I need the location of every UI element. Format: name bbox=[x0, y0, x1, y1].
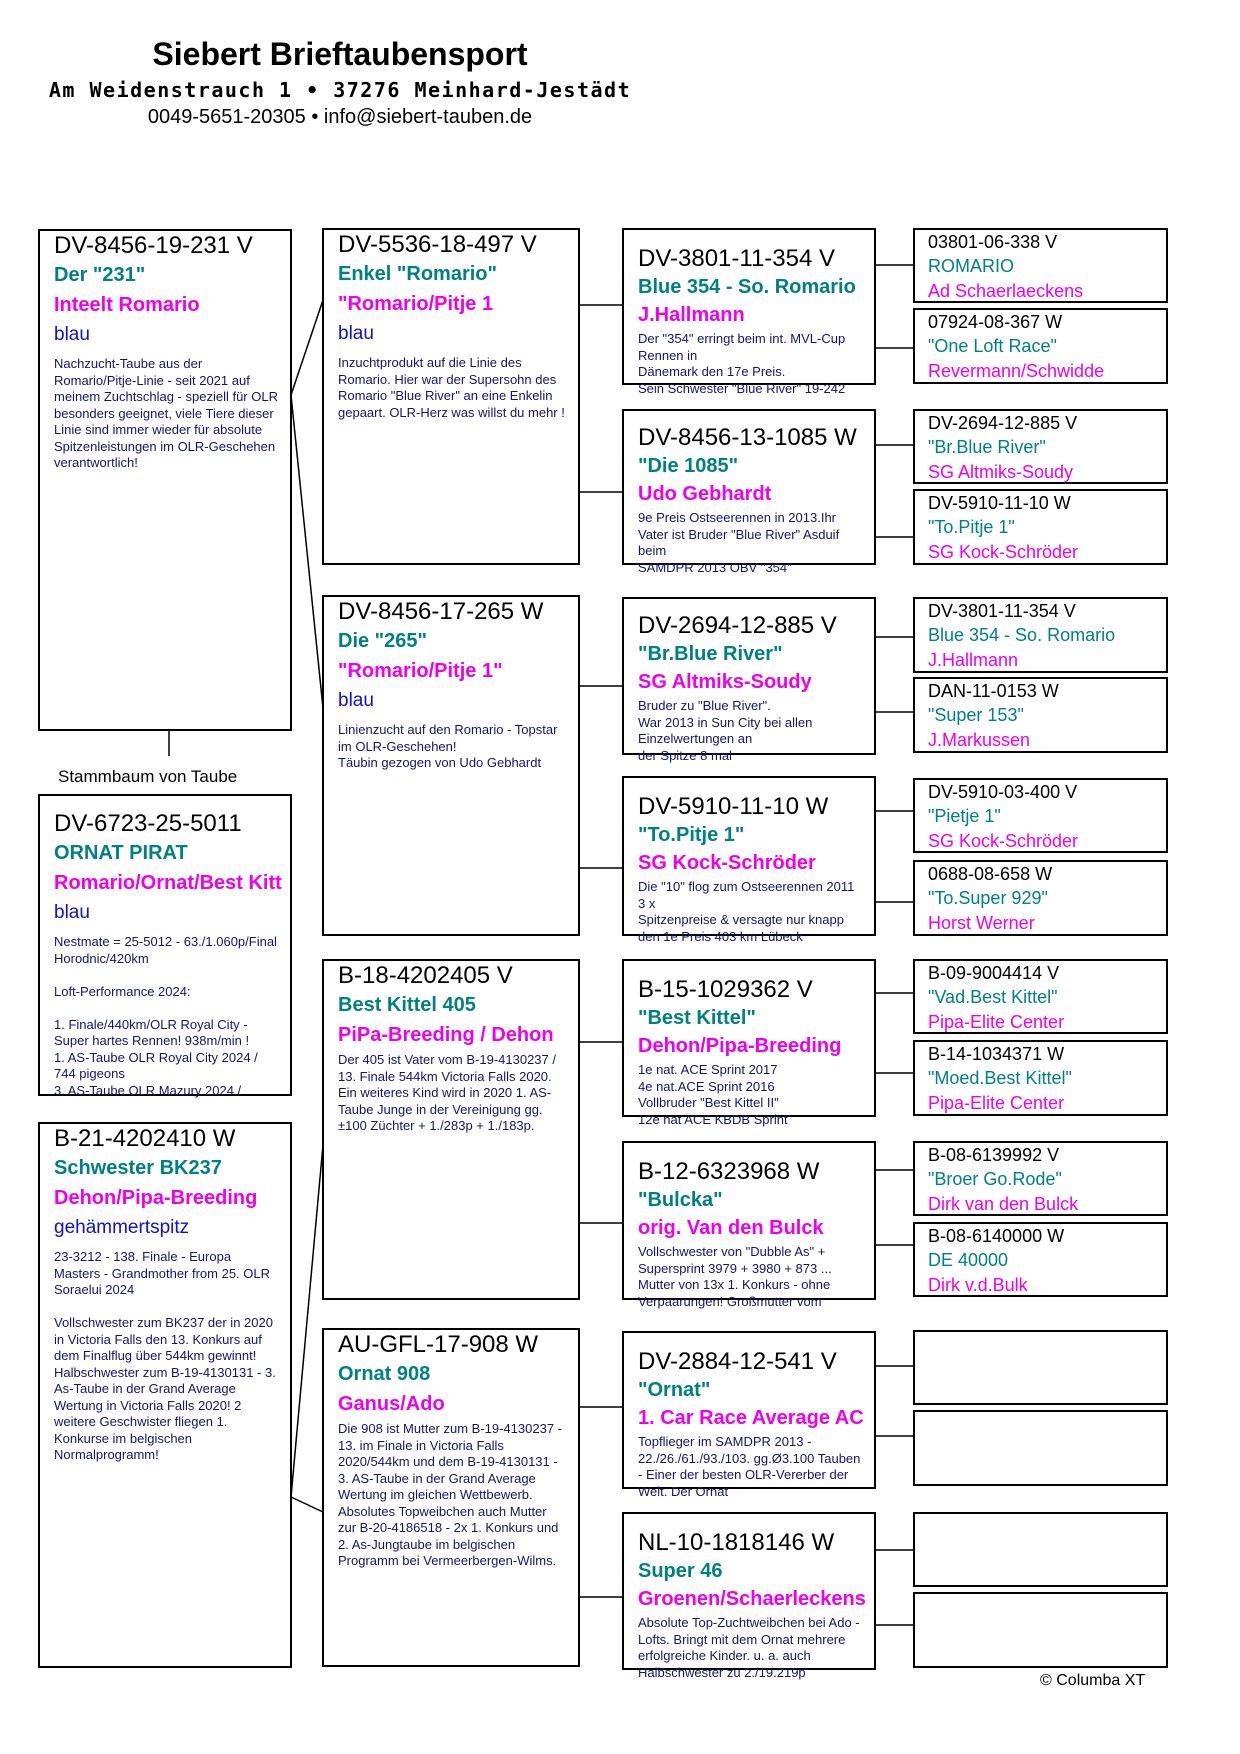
ring-number: B-09-9004414 V bbox=[928, 963, 1060, 983]
pigeon-name: "Vad.Best Kittel" bbox=[928, 987, 1058, 1007]
breeder-address: Am Weidenstrauch 1 • 37276 Meinhard-Jestädt bbox=[48, 78, 632, 102]
breeder-contact: 0049-5651-20305 • info@siebert-tauben.de bbox=[147, 106, 533, 128]
ring-number: DV-6723-25-5011 bbox=[54, 810, 242, 837]
pigeon-name: "Super 153" bbox=[928, 705, 1024, 725]
ring-number: DV-3801-11-354 V bbox=[928, 601, 1076, 621]
pedigree-title: Stammbaum von Taube bbox=[58, 767, 238, 786]
pigeon-name: Der "231" bbox=[54, 264, 146, 286]
ancestor-card-empty[interactable] bbox=[913, 1330, 1168, 1405]
sire-card[interactable] bbox=[38, 229, 292, 731]
ring-number: DV-3801-11-354 V bbox=[638, 245, 836, 272]
breeder: J.Hallmann bbox=[638, 304, 745, 326]
ring-number: AU-GFL-17-908 W bbox=[338, 1331, 539, 1358]
pigeon-name: "Pietje 1" bbox=[928, 806, 1001, 826]
breeder: Groenen/Schaerleckens bbox=[638, 1588, 866, 1610]
plumage-color: blau bbox=[54, 324, 90, 345]
breeder: SG Kock-Schröder bbox=[928, 542, 1079, 562]
pigeon-name: Blue 354 - So. Romario bbox=[928, 625, 1116, 645]
breeder: J.Hallmann bbox=[928, 650, 1019, 670]
notes: Der "354" erringt beim int. MVL-Cup Rennen in Dänemark den 17e Preis. Sein Schwester "Blue River" 19-242 bbox=[638, 331, 846, 396]
notes: 9e Preis Ostseerennen in 2013.Ihr Vater ist Bruder "Blue River" Asduif beim SAMDPR 2013 OBV "354" bbox=[638, 510, 840, 575]
notes: 1e nat. ACE Sprint 2017 4e nat.ACE Sprint 2016 Vollbruder "Best Kittel II" 12e nat ACE KBDB Sprint bbox=[638, 1062, 788, 1127]
pigeon-name: "Br.Blue River" bbox=[928, 437, 1046, 457]
ring-number: NL-10-1818146 W bbox=[638, 1529, 835, 1556]
pigeon-name: Schwester BK237 bbox=[54, 1157, 222, 1179]
great-grandparent-card[interactable] bbox=[622, 776, 876, 944]
great-grandparent-card[interactable] bbox=[622, 1331, 876, 1499]
ring-number: DV-5910-11-10 W bbox=[928, 493, 1071, 513]
grandparent-card[interactable] bbox=[322, 595, 580, 936]
great-grandparent-card[interactable] bbox=[622, 228, 876, 396]
pigeon-name: "To.Pitje 1" bbox=[638, 824, 745, 846]
ancestor-card[interactable] bbox=[913, 489, 1168, 565]
ancestor-card-empty[interactable] bbox=[913, 1512, 1168, 1587]
pigeon-name: Die "265" bbox=[338, 630, 428, 652]
ring-number: DV-2884-12-541 V bbox=[638, 1348, 837, 1375]
breeder: SG Kock-Schröder bbox=[928, 831, 1079, 851]
breeder: Ganus/Ado bbox=[338, 1393, 445, 1415]
pigeon-name: "One Loft Race" bbox=[928, 336, 1057, 356]
breeder: Dirk van den Bulck bbox=[928, 1194, 1079, 1214]
pigeon-name: "To.Pitje 1" bbox=[928, 517, 1015, 537]
breeder: SG Altmiks-Soudy bbox=[638, 671, 812, 693]
ancestor-card[interactable] bbox=[913, 959, 1168, 1034]
breeder: Pipa-Elite Center bbox=[928, 1012, 1065, 1032]
notes: Nestmate = 25-5012 - 63./1.060p/Final Horodnic/420km Loft-Performance 2024: 1. Finale/440km/OLR Royal City - Super hartes Rennen! 938m/min ! 1. AS-Taube OLR Royal City 2024 / 744 pigeons 3. AS-Taube OLR Mazury 2024 / bbox=[54, 934, 277, 1098]
ring-number: B-15-1029362 V bbox=[638, 976, 813, 1003]
ring-number: DV-5536-18-497 V bbox=[338, 231, 537, 258]
great-grandparent-card[interactable] bbox=[622, 959, 876, 1127]
ring-number: B-18-4202405 V bbox=[338, 962, 513, 989]
ancestor-card[interactable] bbox=[913, 1040, 1168, 1116]
breeder: Pipa-Elite Center bbox=[928, 1093, 1065, 1113]
plumage-color: blau bbox=[338, 323, 374, 344]
notes: Die "10" flog zum Ostseerennen 2011 3 x Spitzenpreise & versagte nur knapp den 1e Preis 403 km Lübeck bbox=[638, 879, 855, 944]
breeder: "Romario/Pitje 1 bbox=[338, 293, 494, 315]
pigeon-name: "Broer Go.Rode" bbox=[928, 1169, 1062, 1189]
breeder: "Romario/Pitje 1" bbox=[338, 660, 503, 682]
ancestor-card[interactable] bbox=[913, 597, 1168, 673]
breeder: Dehon/Pipa-Breeding bbox=[54, 1187, 258, 1209]
notes: Der 405 ist Vater vom B-19-4130237 / 13. Finale 544km Victoria Falls 2020. Ein weiteres Kind wird in 2020 1. AS-Taube Junge in der Vereinigung gg. ±100 Züchter + 1./283p + 1./183p. bbox=[338, 1052, 556, 1133]
pigeon-name: "Die 1085" bbox=[638, 455, 739, 477]
notes: Vollschwester von "Dubble As" + Supersprint 3979 + 3980 + 873 ... Mutter von 13x 1. Konkurs - ohne Verpaarungen! Großmutter vom bbox=[638, 1244, 832, 1309]
breeder: SG Kock-Schröder bbox=[638, 852, 816, 874]
pigeon-name: Enkel "Romario" bbox=[338, 263, 498, 285]
breeder: Dirk v.d.Bulk bbox=[928, 1275, 1028, 1295]
breeder: 1. Car Race Average AC bbox=[638, 1407, 864, 1429]
ring-number: DV-5910-03-400 V bbox=[928, 782, 1078, 802]
great-grandparent-card[interactable] bbox=[622, 1512, 876, 1680]
plumage-color: gehämmertspitz bbox=[54, 1217, 190, 1238]
ancestor-card-empty[interactable] bbox=[913, 1592, 1168, 1668]
notes: Die 908 ist Mutter zum B-19-4130237 - 13. im Finale in Victoria Falls 2020/544km und dem B-19-4130131 - 3. AS-Taube in der Grand Average Wertung im gleichen Wettbewerb. Absolutes Topweibchen auch Mutter zur B-20-4186518 - 2x 1. Konkurs und 2. As-Jungtaube im belgischen Programm bei Vermeerbergen-Wilms. bbox=[338, 1421, 562, 1568]
breeder: orig. Van den Bulck bbox=[638, 1217, 824, 1239]
ring-number: DV-2694-12-885 V bbox=[638, 612, 837, 639]
pigeon-name: "Best Kittel" bbox=[638, 1007, 756, 1029]
ring-number: 07924-08-367 W bbox=[928, 312, 1063, 332]
ring-number: DV-5910-11-10 W bbox=[638, 793, 829, 820]
breeder: Udo Gebhardt bbox=[638, 483, 772, 505]
notes: Inzuchtprodukt auf die Linie des Romario. Hier war der Supersohn des Romario "Blue River" an eine Enkelin gepaart. OLR-Herz was willst du mehr ! bbox=[338, 355, 565, 420]
grandparent-card[interactable] bbox=[322, 228, 580, 565]
pigeon-name: "Br.Blue River" bbox=[638, 643, 783, 665]
dam-card[interactable] bbox=[38, 1122, 292, 1668]
ancestor-card[interactable] bbox=[913, 308, 1168, 384]
ring-number: B-08-6140000 W bbox=[928, 1226, 1065, 1246]
ring-number: DV-8456-19-231 V bbox=[54, 232, 253, 259]
breeder: PiPa-Breeding / Dehon bbox=[338, 1024, 554, 1046]
ring-number: DV-8456-13-1085 W bbox=[638, 424, 857, 451]
breeder-name: Siebert Brieftaubensport bbox=[152, 36, 528, 72]
notes: Absolute Top-Zuchtweibchen bei Ado -Lofts. Bringt mit dem Ornat mehrere erfolgreiche Kinder. u. a. auch Halbschwester zu 2./19.219p bbox=[638, 1615, 860, 1680]
ring-number: DAN-11-0153 W bbox=[928, 681, 1059, 701]
pigeon-name: Blue 354 - So. Romario bbox=[638, 276, 856, 298]
ring-number: B-12-6323968 W bbox=[638, 1158, 820, 1185]
pigeon-name: ORNAT PIRAT bbox=[54, 842, 188, 864]
ancestor-card[interactable] bbox=[913, 1222, 1168, 1297]
breeder: Horst Werner bbox=[928, 913, 1035, 933]
grandparent-card[interactable] bbox=[322, 1328, 580, 1667]
pigeon-name: "Bulcka" bbox=[638, 1189, 723, 1211]
great-grandparent-card[interactable] bbox=[622, 1141, 876, 1309]
breeder: Dehon/Pipa-Breeding bbox=[638, 1035, 842, 1057]
ancestor-card[interactable] bbox=[913, 677, 1168, 753]
great-grandparent-card[interactable] bbox=[622, 597, 876, 763]
pigeon-name: Best Kittel 405 bbox=[338, 994, 476, 1016]
subject-card[interactable] bbox=[38, 794, 292, 1096]
ancestor-card[interactable] bbox=[913, 1141, 1168, 1216]
pigeon-name: Super 46 bbox=[638, 1560, 723, 1582]
pigeon-name: "Ornat" bbox=[638, 1379, 711, 1401]
pigeon-name: "Moed.Best Kittel" bbox=[928, 1068, 1072, 1088]
breeder: Inteelt Romario bbox=[54, 294, 200, 316]
ancestor-card[interactable] bbox=[913, 860, 1168, 936]
breeder: Ad Schaerlaeckens bbox=[928, 281, 1084, 301]
ancestor-card[interactable] bbox=[913, 778, 1168, 853]
plumage-color: blau bbox=[338, 690, 374, 711]
ancestor-card-empty[interactable] bbox=[913, 1410, 1168, 1486]
notes: Linienzucht auf den Romario - Topstar im OLR-Geschehen! Täubin gezogen von Udo Gebhardt bbox=[338, 722, 558, 770]
ring-number: 0688-08-658 W bbox=[928, 864, 1053, 884]
notes: 23-3212 - 138. Finale - Europa Masters - Grandmother from 25. OLR Soraelui 2024 Vollschwester zum BK237 der in 2020 in Victoria Falls den 13. Konkurs auf dem Finalflug über 544km gewinnt! Halbschwester zum B-19-4130131 - 3. As-Taube in der Grand Average Wertung in Victoria Falls 2020! 2 weitere Geschwister fliegen 1. Konkurse im belgischen Normalprogramm! bbox=[54, 1249, 276, 1462]
pigeon-name: DE 40000 bbox=[928, 1250, 1009, 1270]
notes: Bruder zu "Blue River". War 2013 in Sun City bei allen Einzelwertungen an der Spitze 8 mal bbox=[638, 698, 813, 763]
ring-number: B-08-6139992 V bbox=[928, 1145, 1060, 1165]
pigeon-name: "To.Super 929" bbox=[928, 888, 1048, 908]
notes: Nachzucht-Taube aus der Romario/Pitje-Linie - seit 2021 auf meinem Zuchtschlag - speziell für OLR besonders geeignet, viele Tiere dieser Linie sind immer wieder für absolute Spitzenleistungen im OLR-Geschehen verantwortlich! bbox=[54, 356, 278, 470]
breeder: Romario/Ornat/Best Kitt bbox=[54, 872, 282, 894]
ring-number: B-21-4202410 W bbox=[54, 1125, 236, 1152]
breeder: J.Markussen bbox=[928, 730, 1031, 750]
ancestor-card[interactable] bbox=[913, 409, 1168, 484]
breeder: SG Altmiks-Soudy bbox=[928, 462, 1074, 482]
pigeon-name: Ornat 908 bbox=[338, 1363, 431, 1385]
notes: Topflieger im SAMDPR 2013 - 22./26./61./93./103. gg.Ø3.100 Tauben - Einer der besten OLR-Vererber der Welt. Der Ornat bbox=[638, 1434, 861, 1499]
ring-number: DV-8456-17-265 W bbox=[338, 598, 544, 625]
great-grandparent-card[interactable] bbox=[622, 409, 876, 575]
pigeon-name: ROMARIO bbox=[928, 256, 1015, 276]
breeder: Revermann/Schwidde bbox=[928, 361, 1105, 381]
ring-number: B-14-1034371 W bbox=[928, 1044, 1065, 1064]
copyright-note: © Columba XT bbox=[1040, 1672, 1146, 1689]
plumage-color: blau bbox=[54, 902, 90, 923]
ring-number: 03801-06-338 V bbox=[928, 232, 1058, 252]
ring-number: DV-2694-12-885 V bbox=[928, 413, 1078, 433]
grandparent-card[interactable] bbox=[322, 959, 580, 1300]
ancestor-card[interactable] bbox=[913, 228, 1168, 303]
